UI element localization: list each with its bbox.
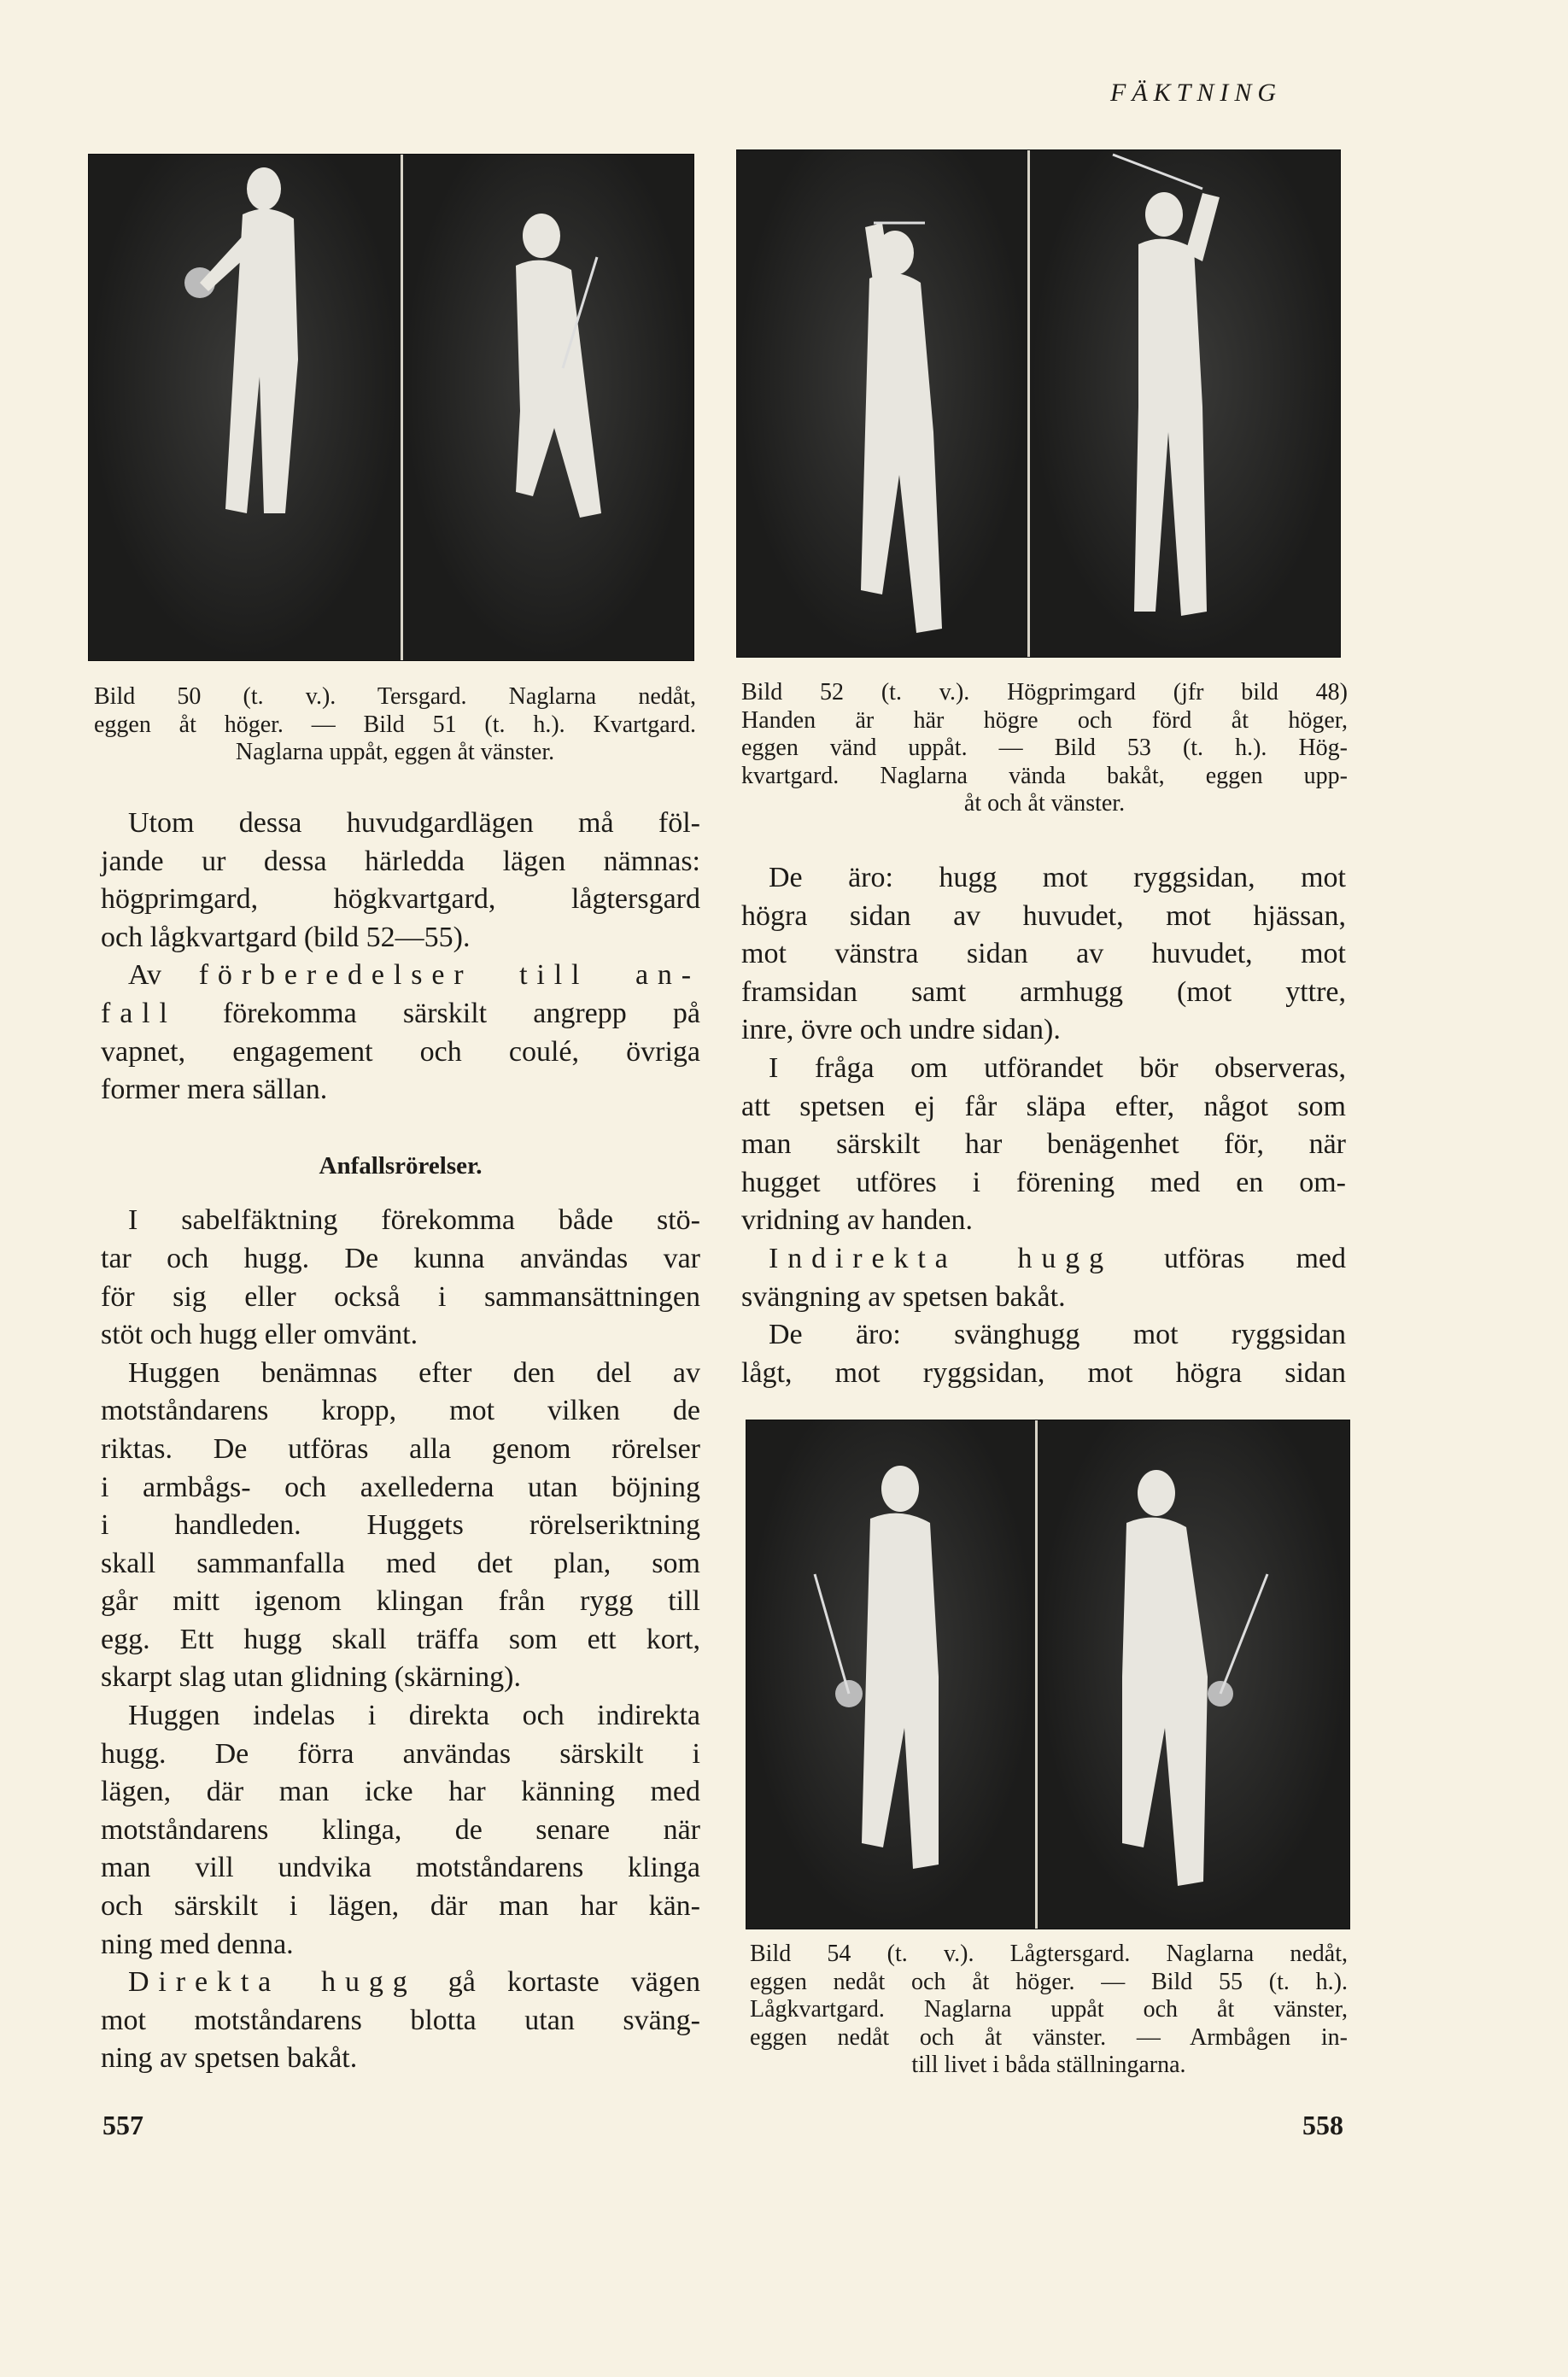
text-segment: stöt och hugg eller omvänt. (101, 1319, 418, 1351)
caption-line: kvartgard. Naglarna vända bakåt, eggen upp- (741, 762, 1348, 789)
text-line (741, 1240, 1346, 1279)
caption-line: Lågkvartgard. Naglarna uppåt och åt vänster, (750, 1996, 1348, 2023)
text-line (741, 1011, 1346, 1050)
caption-line: Handen är här högre och förd åt höger, (741, 706, 1348, 734)
text-line (101, 1583, 700, 1621)
text-segment: vapnet, engagement och coulé, övriga (101, 1035, 700, 1068)
spaced-emphasis: fall (101, 997, 177, 1029)
text-line (101, 1431, 700, 1469)
text-segment: former mera sällan. (101, 1074, 328, 1106)
text-segment: I sabelfäktning förekomma både stö- (128, 1204, 700, 1237)
text-line (101, 1033, 700, 1072)
running-header: FÄKTNING (1110, 79, 1283, 107)
text-segment: egg. Ett hugg skall träffa som ett kort, (101, 1623, 700, 1655)
text-line (741, 1050, 1346, 1088)
caption-line: eggen nedåt och åt höger. — Bild 55 (t. h.). (750, 1968, 1348, 1995)
text-line (101, 1888, 700, 1926)
text-line (101, 805, 700, 843)
spaced-emphasis: förberedelser till an- (198, 959, 701, 992)
text-line (741, 1164, 1346, 1203)
text-segment: ning med denna. (101, 1928, 294, 1960)
text-line (101, 1279, 700, 1317)
caption-line: Bild 50 (t. v.). Tersgard. Naglarna nedåt, (94, 683, 696, 710)
text-segment: Av (128, 959, 199, 992)
text-segment: jande ur dessa härledda lägen nämnas: (101, 845, 700, 877)
text-segment: och lågkvartgard (bild 52—55). (101, 921, 471, 953)
text-segment: ning av spetsen bakåt. (101, 2042, 358, 2075)
text-line (101, 2002, 700, 2040)
text-segment: lågt, mot ryggsidan, mot högra sidan (741, 1356, 1346, 1389)
text-segment: lägen, där man icke har känning med (101, 1776, 700, 1808)
text-line (741, 1126, 1346, 1164)
caption-line: eggen nedåt och åt vänster. — Armbågen in- (750, 2023, 1348, 2051)
text-segment: att spetsen ej får släpa efter, något som (741, 1090, 1346, 1122)
fencer-figures (89, 155, 693, 660)
text-segment: man särskilt har benägenhet för, när (741, 1128, 1346, 1161)
text-line (741, 1355, 1346, 1393)
text-line (101, 1659, 700, 1697)
text-line (101, 1812, 700, 1850)
page-number-right: 558 (1302, 2110, 1343, 2140)
caption-line: Bild 52 (t. v.). Högprimgard (jfr bild 48) (741, 679, 1348, 705)
figure-caption-bild-50-51 (94, 683, 696, 767)
text-segment: i armbågs- och axellederna utan böjning (101, 1471, 700, 1503)
text-line (101, 2040, 700, 2078)
text-segment: förekomma särskilt angrepp på (176, 997, 700, 1029)
caption-line: eggen åt höger. — Bild 51 (t. h.). Kvartgard. (94, 711, 696, 738)
left-column-text (101, 805, 700, 2078)
text-line (741, 974, 1346, 1012)
text-segment: man vill undvika motståndarens klinga (101, 1852, 700, 1884)
text-segment: tar och hugg. De kunna användas var (101, 1242, 700, 1274)
text-segment: Huggen indelas i direkta och indirekta (128, 1700, 700, 1732)
text-line (101, 1697, 700, 1736)
page-number-left: 557 (102, 2110, 143, 2140)
text-line (101, 919, 700, 957)
text-line (101, 1545, 700, 1584)
text-segment: I fråga om utförandet bör observeras, (769, 1051, 1346, 1084)
text-line (741, 1088, 1346, 1127)
text-segment: utföras med (1113, 1242, 1346, 1274)
right-column-text (741, 859, 1346, 1392)
text-line (741, 859, 1346, 898)
text-segment: skarpt slag utan glidning (skärning). (101, 1661, 521, 1694)
photo-bild-54-55 (746, 1420, 1350, 1929)
text-segment: De äro: hugg mot ryggsidan, mot (769, 862, 1346, 893)
text-line (101, 1240, 700, 1279)
text-segment: vridning av handen. (741, 1204, 973, 1237)
caption-line: Naglarna uppåt, eggen åt vänster. (235, 739, 555, 765)
text-segment: Utom dessa huvudgardlägen må föl- (128, 807, 700, 839)
text-segment: framsidan samt armhugg (mot yttre, (741, 975, 1346, 1008)
caption-line: eggen vänd uppåt. — Bild 53 (t. h.). Hög- (741, 735, 1348, 761)
text-line (101, 1773, 700, 1812)
text-line (741, 935, 1346, 974)
text-segment: mot vänstra sidan av huvudet, mot (741, 938, 1346, 970)
text-line (101, 1469, 700, 1508)
text-line (101, 1736, 700, 1774)
text-segment: hugg. De förra användas särskilt i (101, 1737, 700, 1770)
text-segment: inre, övre och undre sidan). (741, 1014, 1061, 1046)
text-segment: riktas. De utföras alla genom rörelser (101, 1432, 700, 1465)
text-segment: och särskilt i lägen, där man har kän- (101, 1890, 700, 1923)
text-line (101, 1355, 700, 1393)
text-line (741, 1202, 1346, 1240)
text-segment: mot motståndarens blotta utan sväng- (101, 2004, 700, 2036)
text-line (101, 1507, 700, 1545)
text-line (101, 1621, 700, 1660)
text-line (741, 1279, 1346, 1317)
text-line (101, 1926, 700, 1964)
text-line (101, 995, 700, 1033)
text-line (101, 843, 700, 881)
caption-line: åt och åt vänster. (963, 790, 1126, 817)
fencer-figures (746, 1420, 1349, 1929)
photo-bild-50-51 (88, 154, 694, 661)
text-segment: motståndarens klinga, de senare när (101, 1813, 700, 1846)
text-segment: motståndarens kropp, mot vilken de (101, 1395, 700, 1427)
section-heading: Anfallsrörelser. (319, 1151, 483, 1180)
text-segment: svängning av spetsen bakåt. (741, 1280, 1066, 1313)
caption-line: Bild 54 (t. v.). Lågtersgard. Naglarna nedåt, (750, 1941, 1348, 1967)
text-segment: hugget utföres i förening med en om- (741, 1166, 1346, 1198)
spaced-emphasis: Indirekta hugg (769, 1242, 1114, 1274)
caption-line: till livet i båda ställningarna. (911, 2052, 1186, 2078)
spaced-emphasis: Direkta hugg (128, 1966, 417, 1999)
figure-caption-bild-54-55 (750, 1941, 1348, 2080)
photo-bild-52-53 (736, 149, 1341, 658)
text-line (101, 1202, 700, 1240)
text-segment: för sig eller också i sammansättningen (101, 1280, 700, 1313)
text-line (101, 881, 700, 919)
text-line (101, 957, 700, 995)
fencer-figures (737, 150, 1340, 657)
text-line (101, 1392, 700, 1431)
text-line (101, 1964, 700, 2002)
text-segment: gå kortaste vägen (416, 1966, 700, 1999)
text-line (101, 1849, 700, 1888)
text-segment: går mitt igenom klingan från rygg till (101, 1585, 700, 1618)
text-line (741, 1316, 1346, 1355)
text-line (741, 898, 1346, 936)
figure-caption-bild-52-53 (741, 679, 1348, 818)
text-segment: Huggen benämnas efter den del av (128, 1356, 700, 1389)
text-line (101, 1316, 700, 1355)
text-segment: i handleden. Huggets rörelseriktning (101, 1509, 700, 1542)
text-segment: De äro: svänghugg mot ryggsidan (769, 1319, 1346, 1351)
text-line (101, 1071, 700, 1109)
text-segment: högra sidan av huvudet, mot hjässan, (741, 899, 1346, 932)
text-segment: skall sammanfalla med det plan, som (101, 1547, 700, 1579)
text-segment: högprimgard, högkvartgard, lågtersgard (101, 883, 700, 916)
